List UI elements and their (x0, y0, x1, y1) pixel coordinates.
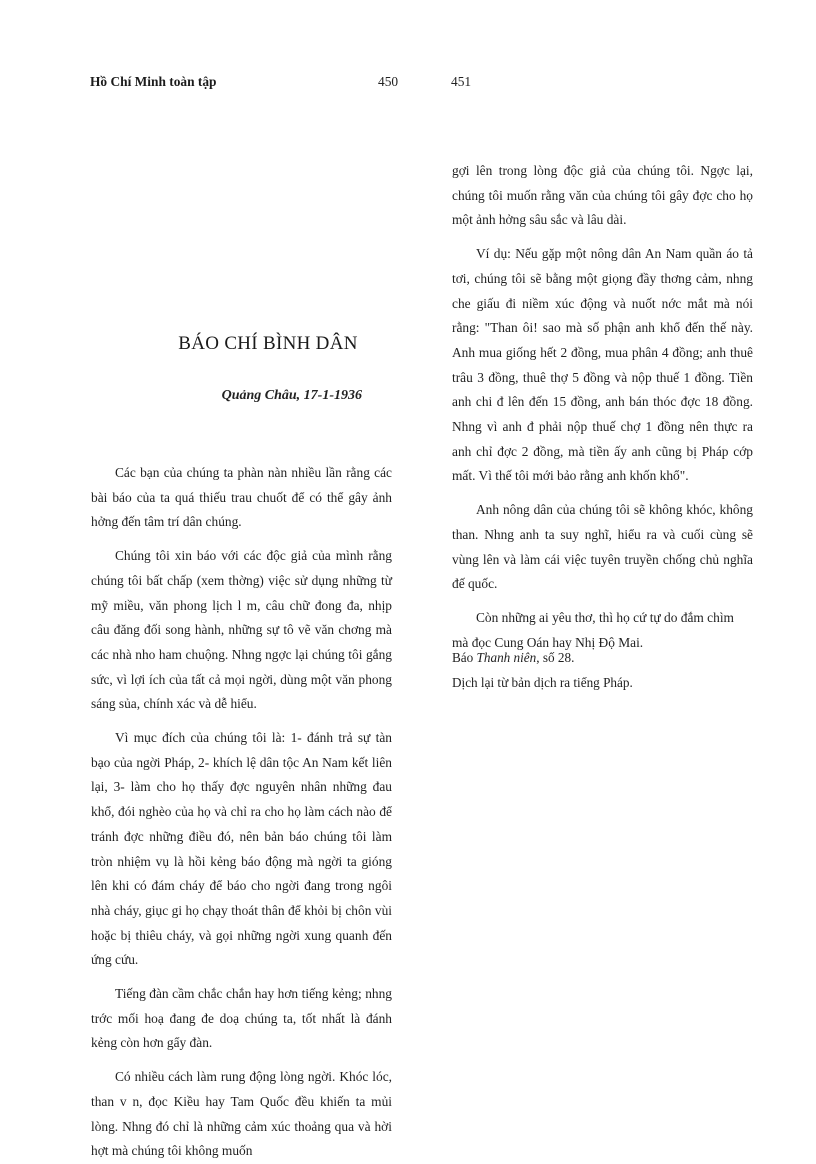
source-paper-name: Thanh niên (476, 650, 537, 665)
source-citation (452, 650, 574, 666)
source-issue: , số 28. (536, 650, 575, 665)
paragraph-continues: Có nhiều cách làm rung động lòng ngời. Khóc lóc, than v n, đọc Kiều hay Tam Quốc đều khiến ta mủi lòng. Nhng đó chỉ là những cảm xúc thoảng qua và hời hợt mà chúng tôi không muốn (91, 1069, 392, 1159)
paragraph: Anh nông dân của chúng tôi sẽ không khóc, không than. Nhng anh ta suy nghĩ, hiểu ra và cuối cùng sẽ vùng lên và làm cái việc tuyên truyền chống chủ nghĩa đế quốc. (452, 502, 753, 592)
page-number-right: 451 (451, 74, 472, 89)
paragraph: Các bạn của chúng ta phàn nàn nhiều lần rằng các bài báo của ta quá thiếu trau chuốt để có thể gây ảnh hởng đến tâm trí dân chúng. (91, 465, 392, 530)
article-title: BÁO CHÍ BÌNH DÂN (178, 333, 358, 354)
paragraph: Ví dụ: Nếu gặp một nông dân An Nam quần áo tả tơi, chúng tôi sẽ bằng một giọng đầy thơng cảm, nhng che giấu đi niềm xúc động và nuốt nớc mắt mà nói rằng: "Than ôi! sao mà số phận anh khổ đến thế này. Anh mua giống hết 2 đồng, mua phân 4 đồng; anh thuê trâu 3 đồng, thuê thợ 5 đồng và nộp thuế 1 đồng. Tiền anh chi đ lên đến 15 đồng, anh bán thóc đợc 18 đồng. Nhng vì anh đ phải nộp thuế chợ 1 đồng nên thực ra anh chỉ đợc 2 đồng, mà tiền ấy anh cũng bị Pháp cớp mất. Vì thế tôi mới bảo rằng anh khốn khổ". (452, 246, 753, 484)
paragraph: Còn những ai yêu thơ, thì họ cứ tự do đắm chìm mà đọc Cung Oán hay Nhị Độ Mai. (452, 609, 734, 650)
article-dateline: Quảng Châu, 17-1-1936 (221, 388, 362, 403)
running-title: Hồ Chí Minh toàn tập (90, 74, 217, 89)
paragraph: Vì mục đích của chúng tôi là: 1- đánh trả sự tàn bạo của ngời Pháp, 2- khích lệ dân tộc An Nam kết liên lại, 3- làm cho họ thấy đợc nguyên nhân những đau khổ, đói nghèo của họ và chỉ ra cho họ làm cách nào để tránh đợc những điều đó, nên bản báo chúng tôi làm tròn nhiệm vụ là hồi kẻng báo động mà ngời ta gióng lên khi có đám cháy để báo cho ngời đang trong ngôi nhà cháy, giục gi họ chạy thoát thân để khỏi bị chôn vùi hoặc bị thiêu cháy, và gọi những ngời xung quanh đến ứng cứu. (91, 730, 392, 968)
paragraph-continued: gợi lên trong lòng độc giả của chúng tôi. Ngợc lại, chúng tôi muốn rằng văn của chúng tôi gây đợc cho họ một ảnh hởng sâu sắc và lâu dài. (452, 163, 753, 228)
paragraph: Tiếng đàn cầm chắc chắn hay hơn tiếng kẻng; nhng trớc mối hoạ đang đe doạ chúng ta, tốt nhất là đánh kẻng còn hơn gẩy đàn. (91, 986, 392, 1051)
source-prefix: Báo (452, 650, 477, 665)
paragraph: Chúng tôi xin báo với các độc giả của mình rằng chúng tôi bất chấp (xem thờng) việc sử dụng những từ mỹ miều, văn phong lịch l m, câu chữ đong đa, nhịp câu đăng đối song hành, những sự tô vẽ văn chơng mà các nhà nho ham chuộng. Nhng ngợc lại chúng tôi gắng sức, vì lợi ích của tất cả mọi ngời, dùng một văn phong sáng sủa, chính xác và dễ hiểu. (91, 548, 392, 712)
left-column (91, 461, 392, 1164)
translation-note: Dịch lại từ bản dịch ra tiếng Pháp. (452, 675, 633, 690)
right-column (452, 159, 753, 655)
page-number-left: 450 (378, 74, 399, 89)
